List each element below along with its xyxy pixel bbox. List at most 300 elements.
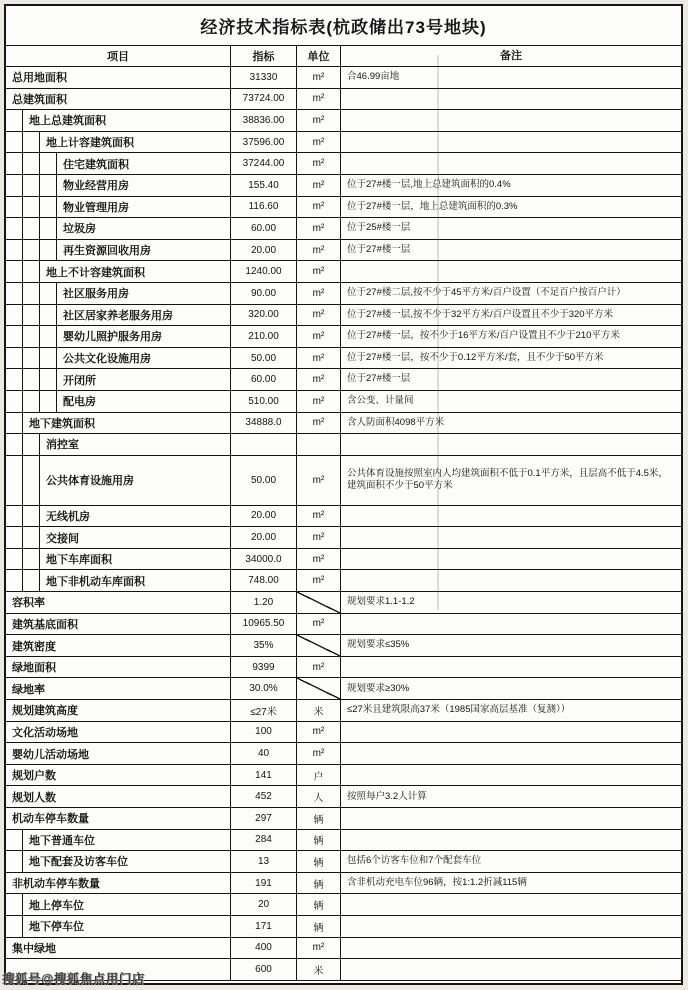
row-unit: m²: [297, 326, 341, 347]
row-value: 284: [231, 830, 297, 851]
indent-spacer: [23, 283, 40, 304]
row-note: [341, 916, 681, 937]
row-value: 1240.00: [231, 261, 297, 282]
row-unit: m²: [297, 348, 341, 369]
table-row: [6, 549, 681, 571]
indent-spacer: [23, 506, 40, 527]
row-project-cell: [6, 786, 231, 807]
row-unit: m²: [297, 132, 341, 153]
table-row: [6, 413, 681, 435]
row-note: [341, 570, 681, 591]
row-project-cell: [6, 348, 231, 369]
row-project-cell: [6, 240, 231, 261]
row-unit: 辆: [297, 851, 341, 872]
row-project-cell: [6, 413, 231, 434]
row-label: 垃圾房: [63, 223, 96, 236]
table-row: [6, 369, 681, 391]
indent-spacer: [6, 570, 23, 591]
row-project-cell: [6, 283, 231, 304]
row-label: 公共文化设施用房: [63, 353, 151, 366]
row-note: [341, 614, 681, 635]
row-unit: m²: [297, 283, 341, 304]
row-project-cell: [6, 678, 231, 699]
indent-spacer: [40, 197, 57, 218]
row-note: 规划要求≥30%: [347, 682, 410, 694]
row-unit: m²: [297, 240, 341, 261]
row-unit: m²: [297, 305, 341, 326]
row-unit: m²: [297, 938, 341, 959]
table-row: [6, 570, 681, 592]
row-value: 116.60: [231, 197, 297, 218]
row-label: 总用地面积: [12, 72, 67, 85]
table-row: [6, 348, 681, 370]
row-value: ≤27米: [231, 700, 297, 721]
table-row: [6, 851, 681, 873]
row-label: 集中绿地: [12, 942, 56, 955]
row-project-cell: [6, 873, 231, 894]
row-label: 交接间: [46, 532, 79, 545]
row-unit: m²: [297, 549, 341, 570]
table-row: [6, 197, 681, 219]
row-note: [341, 153, 681, 174]
indent-spacer: [40, 240, 57, 261]
row-note: 位于27#楼一层,按不少于32平方米/百户设置且不少于320平方米: [347, 308, 614, 320]
row-project-cell: [6, 570, 231, 591]
row-project-cell: [6, 218, 231, 239]
row-unit: m²: [297, 527, 341, 548]
indent-spacer: [6, 110, 23, 131]
row-value: 73724.00: [231, 89, 297, 110]
table-row: [6, 175, 681, 197]
indent-spacer: [40, 283, 57, 304]
indent-spacer: [6, 132, 23, 153]
table-header-row: [6, 46, 681, 67]
row-label: 地下车库面积: [46, 554, 112, 567]
row-label: 容积率: [12, 597, 45, 610]
row-label: 再生资源回收用房: [63, 245, 151, 258]
row-unit: m²: [297, 110, 341, 131]
row-note: [341, 938, 681, 959]
row-project-cell: [6, 614, 231, 635]
row-project-cell: [6, 657, 231, 678]
row-label: 配电房: [63, 396, 96, 409]
row-project-cell: [6, 175, 231, 196]
row-unit: m²: [297, 413, 341, 434]
row-project-cell: [6, 938, 231, 959]
indent-spacer: [40, 305, 57, 326]
row-project-cell: [6, 456, 231, 505]
row-value: 400: [231, 938, 297, 959]
table-row: [6, 67, 681, 89]
row-label: 建筑基底面积: [12, 618, 78, 631]
table-row: [6, 700, 681, 722]
row-value: 35%: [231, 635, 297, 656]
row-note: 位于27#楼一层: [347, 373, 411, 385]
row-label: 物业经营用房: [63, 180, 129, 193]
row-label: 开闭所: [63, 374, 96, 387]
row-note: 按照每户3.2人计算: [347, 790, 427, 802]
row-project-cell: [6, 197, 231, 218]
row-value: 9399: [231, 657, 297, 678]
indent-spacer: [23, 305, 40, 326]
row-unit: m²: [297, 506, 341, 527]
row-unit: m²: [297, 197, 341, 218]
row-value: 452: [231, 786, 297, 807]
indent-spacer: [23, 240, 40, 261]
row-note: 包括6个访客车位和7个配套车位: [347, 855, 482, 867]
row-label: 无线机房: [46, 510, 90, 523]
table-row: [6, 808, 681, 830]
table-row: [6, 614, 681, 636]
row-value: 90.00: [231, 283, 297, 304]
row-unit: 辆: [297, 894, 341, 915]
row-project-cell: [6, 506, 231, 527]
row-note: [341, 506, 681, 527]
row-label: 物业管理用房: [63, 201, 129, 214]
row-project-cell: [6, 391, 231, 412]
row-value: 155.40: [231, 175, 297, 196]
row-unit: m²: [297, 657, 341, 678]
row-value: [231, 434, 297, 455]
indent-spacer: [23, 369, 40, 390]
row-note: [341, 808, 681, 829]
row-unit-slash: [297, 635, 341, 656]
row-unit: m²: [297, 614, 341, 635]
indent-spacer: [6, 527, 23, 548]
row-note: [341, 527, 681, 548]
row-project-cell: [6, 527, 231, 548]
row-label: 地下配套及访客车位: [29, 856, 128, 869]
row-label: 公共体育设施用房: [46, 475, 134, 488]
row-project-cell: [6, 326, 231, 347]
row-unit-slash: [297, 678, 341, 699]
row-unit: m²: [297, 369, 341, 390]
row-unit: m²: [297, 153, 341, 174]
row-value: 1.20: [231, 592, 297, 613]
row-unit: 辆: [297, 916, 341, 937]
row-project-cell: [6, 89, 231, 110]
row-note: [341, 89, 681, 110]
indent-spacer: [6, 549, 23, 570]
indent-spacer: [23, 218, 40, 239]
table-row: [6, 657, 681, 679]
row-note: ≤27米且建筑限高37米（1985国家高层基准（复测））: [347, 704, 571, 716]
indent-spacer: [6, 240, 23, 261]
row-note: 位于25#楼一层: [347, 222, 411, 234]
header-note: 备注: [500, 49, 522, 62]
table-row: [6, 786, 681, 808]
row-note: [341, 132, 681, 153]
row-note: 位于27#楼一层，地上总建筑面积的0.3%: [347, 200, 518, 212]
row-unit: 米: [297, 959, 341, 980]
indent-spacer: [40, 326, 57, 347]
row-value: 510.00: [231, 391, 297, 412]
row-value: 34000.0: [231, 549, 297, 570]
row-unit: m²: [297, 570, 341, 591]
row-label: 社区服务用房: [63, 288, 129, 301]
row-project-cell: [6, 830, 231, 851]
table-row: [6, 89, 681, 111]
table-row: [6, 283, 681, 305]
table-body: [6, 67, 681, 981]
indent-spacer: [6, 326, 23, 347]
indent-spacer: [23, 261, 40, 282]
indent-spacer: [40, 175, 57, 196]
indent-spacer: [6, 391, 23, 412]
table-row: [6, 305, 681, 327]
row-value: 297: [231, 808, 297, 829]
row-label: 地下普通车位: [29, 834, 95, 847]
row-project-cell: [6, 700, 231, 721]
row-project-cell: [6, 369, 231, 390]
row-project-cell: [6, 808, 231, 829]
indent-spacer: [40, 153, 57, 174]
indent-spacer: [23, 197, 40, 218]
row-unit: m²: [297, 391, 341, 412]
row-unit: m²: [297, 456, 341, 505]
indent-spacer: [6, 456, 23, 505]
row-note: [341, 261, 681, 282]
table-row: [6, 240, 681, 262]
row-value: 50.00: [231, 348, 297, 369]
indent-spacer: [6, 305, 23, 326]
row-project-cell: [6, 635, 231, 656]
table-row: [6, 938, 681, 960]
row-note: 含人防面积4098平方米: [347, 416, 445, 428]
row-value: 37244.00: [231, 153, 297, 174]
indent-spacer: [6, 283, 23, 304]
row-note: 含公变、计量间: [347, 395, 414, 407]
table-row: [6, 261, 681, 283]
indent-spacer: [23, 391, 40, 412]
row-value: 60.00: [231, 218, 297, 239]
row-unit: m²: [297, 261, 341, 282]
row-value: 13: [231, 851, 297, 872]
row-value: 20.00: [231, 527, 297, 548]
row-label: 非机动车停车数量: [12, 878, 100, 891]
row-unit: m²: [297, 175, 341, 196]
row-note: 位于27#楼一层，按不少于16平方米/百户设置且不少于210平方米: [347, 330, 620, 342]
indent-spacer: [40, 348, 57, 369]
row-note: 位于27#楼一层: [347, 243, 411, 255]
indent-spacer: [23, 348, 40, 369]
table-row: [6, 456, 681, 506]
row-project-cell: [6, 261, 231, 282]
row-label: 社区居家养老服务用房: [63, 309, 173, 322]
row-label: 婴幼儿照护服务用房: [63, 331, 162, 344]
row-value: 191: [231, 873, 297, 894]
header-unit: 单位: [297, 46, 341, 66]
row-label: 住宅建筑面积: [63, 158, 129, 171]
row-project-cell: [6, 851, 231, 872]
indent-spacer: [6, 369, 23, 390]
row-unit: 人: [297, 786, 341, 807]
row-unit: [297, 434, 341, 455]
table-row: [6, 153, 681, 175]
indent-spacer: [6, 830, 23, 851]
row-unit: m²: [297, 218, 341, 239]
row-value: 31330: [231, 67, 297, 88]
indent-spacer: [23, 326, 40, 347]
row-value: 30.0%: [231, 678, 297, 699]
row-project-cell: [6, 765, 231, 786]
row-label: 地上计容建筑面积: [46, 137, 134, 150]
indent-spacer: [23, 570, 40, 591]
row-unit: m²: [297, 67, 341, 88]
row-note: [341, 959, 681, 980]
row-note: 位于27#楼一层,地上总建筑面积的0.4%: [347, 179, 511, 191]
page-title: 经济技术指标表(杭政储出73号地块): [6, 6, 681, 46]
row-project-cell: [6, 305, 231, 326]
table-row: [6, 765, 681, 787]
indent-spacer: [40, 369, 57, 390]
row-value: 100: [231, 722, 297, 743]
watermark-text: 搜狐号@搜狐焦点用门店: [2, 972, 145, 986]
row-unit: 户: [297, 765, 341, 786]
row-value: 320.00: [231, 305, 297, 326]
row-label: 婴幼儿活动场地: [12, 748, 89, 761]
indent-spacer: [23, 549, 40, 570]
table-row: [6, 592, 681, 614]
row-label: 文化活动场地: [12, 726, 78, 739]
table-row: [6, 132, 681, 154]
header-indicator: 指标: [231, 46, 297, 66]
row-value: 20.00: [231, 240, 297, 261]
table-row: [6, 873, 681, 895]
indent-spacer: [6, 261, 23, 282]
indent-spacer: [6, 197, 23, 218]
row-label: 绿地面积: [12, 662, 56, 675]
indent-spacer: [6, 348, 23, 369]
row-label: 地上不计容建筑面积: [46, 266, 145, 279]
table-row: [6, 218, 681, 240]
table-row: [6, 527, 681, 549]
table-row: [6, 506, 681, 528]
row-note: [341, 110, 681, 131]
row-project-cell: [6, 110, 231, 131]
row-value: 141: [231, 765, 297, 786]
row-note: [341, 549, 681, 570]
table-row: [6, 722, 681, 744]
row-label: 地下建筑面积: [29, 417, 95, 430]
row-unit: m²: [297, 743, 341, 764]
row-value: 37596.00: [231, 132, 297, 153]
row-value: 10965.50: [231, 614, 297, 635]
indent-spacer: [23, 456, 40, 505]
row-project-cell: [6, 132, 231, 153]
row-value: 600: [231, 959, 297, 980]
row-project-cell: [6, 549, 231, 570]
row-note: [341, 434, 681, 455]
row-note: [341, 765, 681, 786]
row-note: 含非机动充电车位96辆，按1:1.2折减115辆: [347, 876, 527, 888]
row-note: [341, 657, 681, 678]
row-value: 40: [231, 743, 297, 764]
row-project-cell: [6, 916, 231, 937]
row-label: 消控室: [46, 439, 79, 452]
indicator-table-sheet: [4, 4, 683, 985]
row-note: [341, 894, 681, 915]
row-note: [341, 743, 681, 764]
row-value: 38836.00: [231, 110, 297, 131]
table-row: [6, 678, 681, 700]
row-value: 50.00: [231, 456, 297, 505]
row-unit: 米: [297, 700, 341, 721]
row-note: [341, 830, 681, 851]
indent-spacer: [23, 175, 40, 196]
indent-spacer: [6, 916, 23, 937]
indent-spacer: [6, 894, 23, 915]
row-value: 748.00: [231, 570, 297, 591]
row-label: 地下停车位: [29, 921, 84, 934]
indent-spacer: [40, 391, 57, 412]
row-project-cell: [6, 894, 231, 915]
row-value: 171: [231, 916, 297, 937]
indent-spacer: [6, 413, 23, 434]
table-row: [6, 916, 681, 938]
row-project-cell: [6, 153, 231, 174]
table-row: [6, 635, 681, 657]
row-value: 20: [231, 894, 297, 915]
row-project-cell: [6, 592, 231, 613]
row-project-cell: [6, 722, 231, 743]
indent-spacer: [6, 434, 23, 455]
row-note: 位于27#楼一层，按不少于0.12平方米/套，且不少于50平方米: [347, 351, 604, 363]
indent-spacer: [6, 851, 23, 872]
row-note: [341, 722, 681, 743]
row-label: 总建筑面积: [12, 93, 67, 106]
row-project-cell: [6, 434, 231, 455]
row-label: 规划户数: [12, 770, 56, 783]
row-note: 合46.99亩地: [347, 71, 400, 83]
row-unit: 辆: [297, 873, 341, 894]
indent-spacer: [23, 527, 40, 548]
indent-spacer: [6, 153, 23, 174]
table-row: [6, 110, 681, 132]
row-label: 地上总建筑面积: [29, 115, 106, 128]
row-value: 34888.0: [231, 413, 297, 434]
row-unit: m²: [297, 89, 341, 110]
indent-spacer: [6, 175, 23, 196]
row-note: 规划要求1.1-1.2: [347, 596, 415, 608]
table-row: [6, 830, 681, 852]
row-note: 规划要求≤35%: [347, 639, 410, 651]
row-label: 建筑密度: [12, 640, 56, 653]
row-label: 机动车停车数量: [12, 813, 89, 826]
table-row: [6, 391, 681, 413]
indent-spacer: [23, 132, 40, 153]
row-label: 绿地率: [12, 683, 45, 696]
row-unit: 辆: [297, 830, 341, 851]
row-value: 210.00: [231, 326, 297, 347]
indent-spacer: [23, 153, 40, 174]
row-label: 规划建筑高度: [12, 705, 78, 718]
row-note: 公共体育设施按照室内人均建筑面积不低于0.1平方米，且层高不低于4.5米，建筑面积不少于50平方米: [347, 467, 668, 492]
row-label: 地下非机动车库面积: [46, 575, 145, 588]
indent-spacer: [6, 218, 23, 239]
row-label: 地上停车位: [29, 899, 84, 912]
row-label: 规划人数: [12, 791, 56, 804]
indent-spacer: [40, 218, 57, 239]
header-project: 项目: [6, 46, 231, 66]
row-project-cell: [6, 67, 231, 88]
row-project-cell: [6, 743, 231, 764]
row-unit: m²: [297, 722, 341, 743]
row-value: 20.00: [231, 506, 297, 527]
row-unit-slash: [297, 592, 341, 613]
indent-spacer: [6, 506, 23, 527]
table-row: [6, 894, 681, 916]
